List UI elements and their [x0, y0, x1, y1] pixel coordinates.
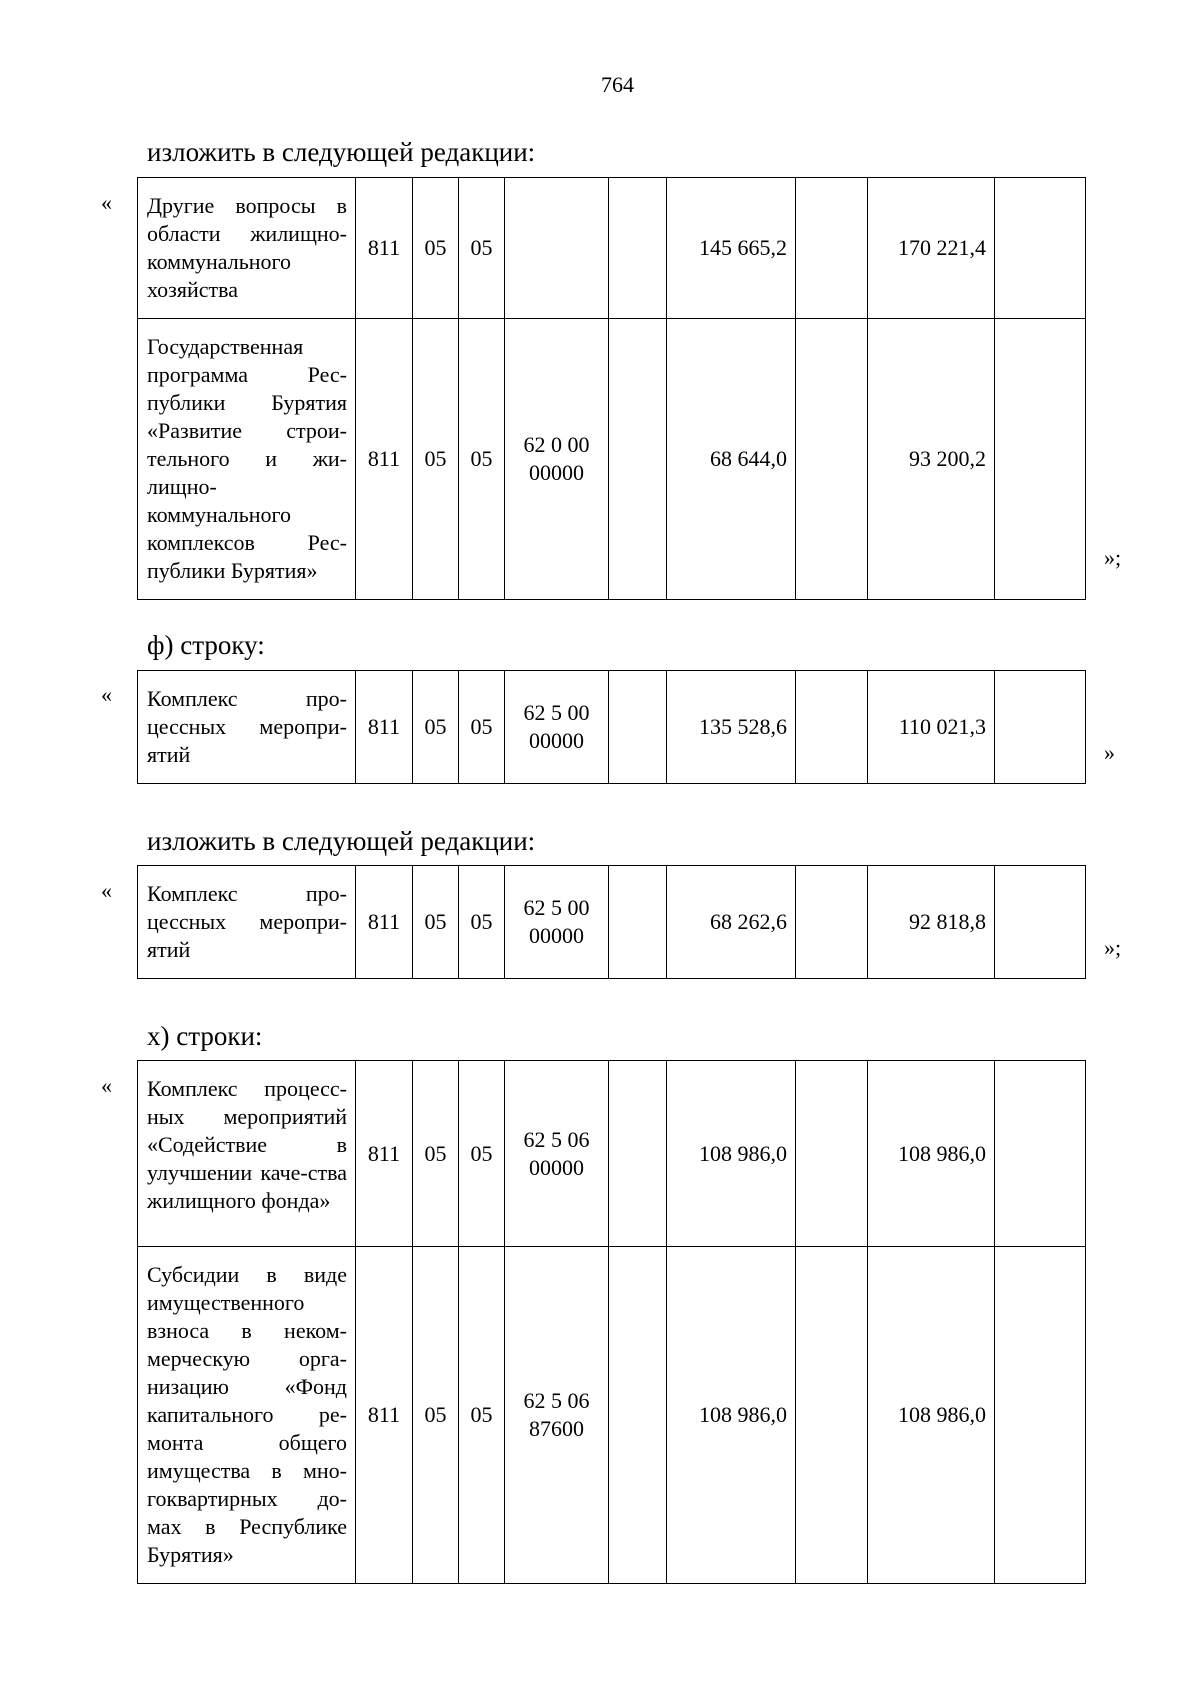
- opening-quote: «: [101, 682, 112, 707]
- amount-cell: [796, 1061, 868, 1247]
- row-name-cell: Другие вопросы в области жилищно-коммунального хозяйства: [138, 178, 356, 319]
- rz-cell: 05: [413, 1247, 459, 1584]
- row-name-cell: Субсидии в виде имущественного взноса в неком-мерческую орга-низацию «Фонд капитального ре-монта общего имущества в мно-гоквартирных до-мах в Республике Бурятия»: [138, 1247, 356, 1584]
- page-number: 764: [601, 72, 634, 97]
- vr-cell: [609, 671, 667, 784]
- amount-cell: [995, 319, 1086, 600]
- gr-cell: 811: [356, 1247, 413, 1584]
- csr-cell: [505, 178, 609, 319]
- rz-cell: 05: [413, 671, 459, 784]
- block-heading: ф) строку:: [147, 630, 265, 660]
- amount-cell: 135 528,6: [667, 671, 796, 784]
- rz-cell: 05: [413, 319, 459, 600]
- rz-cell: 05: [413, 178, 459, 319]
- row-name-cell: Государственная программа Рес-публики Бурятия «Развитие строи-тельного и жи-лищно-коммунального комплексов Рес-публики Бурятия»: [138, 319, 356, 600]
- budget-table: [137, 177, 1086, 600]
- amount-cell: 68 262,6: [667, 866, 796, 979]
- block-heading: изложить в следующей редакции:: [147, 826, 536, 856]
- amount-cell: [796, 319, 868, 600]
- amount-cell: [995, 866, 1086, 979]
- table-row: [138, 671, 1086, 784]
- budget-table: [137, 1060, 1086, 1584]
- pr-cell: 05: [459, 1061, 505, 1247]
- csr-cell: 62 5 00 00000: [505, 671, 609, 784]
- table-row: [138, 1061, 1086, 1247]
- pr-cell: 05: [459, 1247, 505, 1584]
- closing-quote: »: [1104, 740, 1115, 765]
- row-name-cell: Комплекс процесс-ных мероприятий «Содействие в улучшении каче-ства жилищного фонда»: [138, 1061, 356, 1247]
- vr-cell: [609, 1061, 667, 1247]
- amount-cell: 108 986,0: [667, 1061, 796, 1247]
- amount-cell: 108 986,0: [868, 1061, 995, 1247]
- table-row: [138, 319, 1086, 600]
- amount-cell: [796, 1247, 868, 1584]
- pr-cell: 05: [459, 319, 505, 600]
- csr-cell: 62 0 00 00000: [505, 319, 609, 600]
- amount-cell: 108 986,0: [667, 1247, 796, 1584]
- opening-quote: «: [101, 878, 112, 903]
- vr-cell: [609, 319, 667, 600]
- row-name-cell: Комплекс про-цессных меропри-ятий: [138, 671, 356, 784]
- gr-cell: 811: [356, 319, 413, 600]
- amount-cell: 68 644,0: [667, 319, 796, 600]
- gr-cell: 811: [356, 866, 413, 979]
- table-row: [138, 1247, 1086, 1584]
- amount-cell: 108 986,0: [868, 1247, 995, 1584]
- csr-cell: 62 5 06 00000: [505, 1061, 609, 1247]
- table-row: [138, 178, 1086, 319]
- amount-cell: 93 200,2: [868, 319, 995, 600]
- table-row: [138, 866, 1086, 979]
- gr-cell: 811: [356, 1061, 413, 1247]
- closing-quote: »;: [1104, 935, 1122, 960]
- block-heading: изложить в следующей редакции:: [147, 137, 536, 167]
- amount-cell: [796, 671, 868, 784]
- amount-cell: 92 818,8: [868, 866, 995, 979]
- csr-cell: 62 5 06 87600: [505, 1247, 609, 1584]
- amount-cell: [995, 1247, 1086, 1584]
- block-heading: х) строки:: [147, 1021, 263, 1051]
- amount-cell: 145 665,2: [667, 178, 796, 319]
- row-name-cell: Комплекс про-цессных меропри-ятий: [138, 866, 356, 979]
- rz-cell: 05: [413, 866, 459, 979]
- amount-cell: [995, 178, 1086, 319]
- amount-cell: [796, 866, 868, 979]
- amount-cell: 170 221,4: [868, 178, 995, 319]
- pr-cell: 05: [459, 866, 505, 979]
- vr-cell: [609, 1247, 667, 1584]
- budget-table: [137, 670, 1086, 784]
- amount-cell: [995, 671, 1086, 784]
- amount-cell: [796, 178, 868, 319]
- amount-cell: [995, 1061, 1086, 1247]
- budget-table: [137, 865, 1086, 979]
- pr-cell: 05: [459, 178, 505, 319]
- vr-cell: [609, 178, 667, 319]
- pr-cell: 05: [459, 671, 505, 784]
- csr-cell: 62 5 00 00000: [505, 866, 609, 979]
- rz-cell: 05: [413, 1061, 459, 1247]
- opening-quote: «: [101, 1073, 112, 1098]
- vr-cell: [609, 866, 667, 979]
- amount-cell: 110 021,3: [868, 671, 995, 784]
- gr-cell: 811: [356, 671, 413, 784]
- opening-quote: «: [101, 190, 112, 215]
- closing-quote: »;: [1104, 545, 1122, 570]
- gr-cell: 811: [356, 178, 413, 319]
